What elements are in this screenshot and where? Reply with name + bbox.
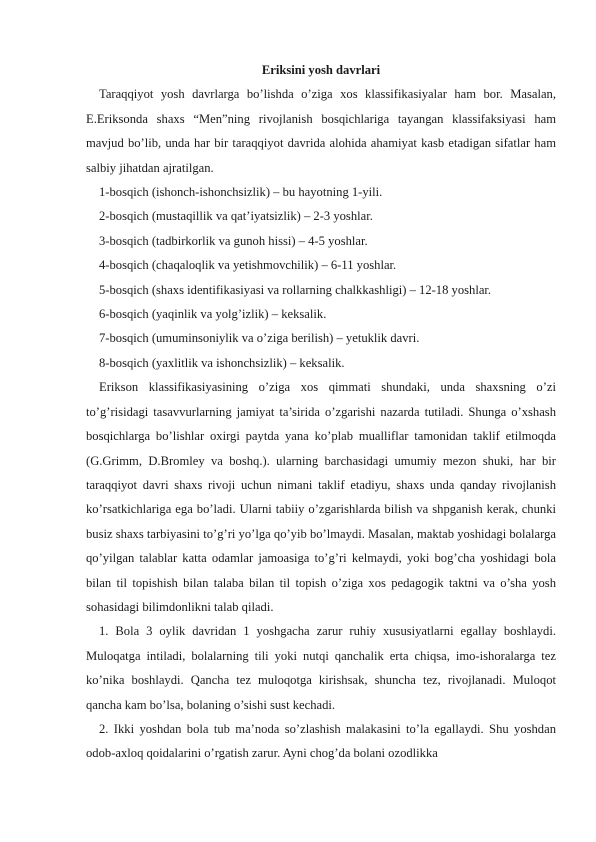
stage-item-2: 2-bosqich (mustaqillik va qat’iyatsizlik) – 2-3 yoshlar. (99, 209, 373, 224)
stage-item-3: 3-bosqich (tadbirkorlik va gunoh hissi) – 4-5 yoshlar. (99, 233, 368, 248)
stage-item-8: 8-bosqich (yaxlitlik va ishonchsizlik) – keksalik. (99, 355, 345, 370)
erikson-paragraph: Erikson klassifikasiyasining o’ziga xos qimmati shundaki, unda shaxsning o’zi to’g’risidagi tasavvurlarning jamiyat ta’sirida o’zgarishi nazarda tutiladi. Shunga o’xshash bosqichlarga bo’lishlar oxirgi paytda yana ko’plab mualliflar tamonidan taklif etilmoqda (G.Grimm, D.Bromley va boshq.). ularning barchasidagi umumiy mezon shuki, har bir taraqqiyot davri shaxs rivoji uchun nimani taklif etadiyu, shaxs unda qanday rivojlanish ko’rsatkichlariga ega bo’ladi. Ularni tabiiy o’zgarishlarda bilish va shpganish kerak, chunki busiz shaxs tarbiyasini to’g’ri yo’lga qo’yib bo’lmaydi. Masalan, maktab yoshidagi bolalarga qo’yilgan talablar katta odamlar jamoasiga to’g’ri kelmaydi, yoki bog’cha yoshidagi bola bilan til topishish bilan talaba bilan til topish o’ziga xos pedagogik taktni va o’sha yosh sohasidagi bilimdonlikni talab qiladi. (86, 380, 556, 614)
intro-paragraph: Taraqqiyot yosh davrlarga bo’lishda o’ziga xos klassifikasiyalar ham bor. Masalan, E.Eriksonda shaxs “Men”ning rivojlanish bosqichlariga tayangan klassifaksiyasi ham mavjud bo’lib, unda har bir taraqqiyot davrida alohida ahamiyat kasb etadigan sifatlar ham salbiy jihatdan ajratilgan. (86, 87, 556, 175)
stage-list (86, 180, 556, 375)
numbered-point-1: 1. Bola 3 oylik davridan 1 yoshgacha zarur ruhiy xususiyatlarni egallay boshlaydi. Muloqatga intiladi, bolalarning tili yoki nutqi qanchalik erta chiqsa, imo-ishoralarga tez ko’nika boshlaydi. Qancha tez muloqotga kirishsak, shuncha tez, rivojlanadi. Muloqot qancha kam bo’lsa, bolaning o’sishi sust kechadi. (86, 624, 556, 712)
stage-item-1: 1-bosqich (ishonch-ishonchsizlik) – bu hayotning 1-yili. (99, 185, 383, 200)
document-page (86, 58, 556, 766)
numbered-point-2: 2. Ikki yoshdan bola tub ma’noda so’zlashish malakasini to’la egallaydi. Shu yoshdan odob-axloq qoidalarini o’rgatish zarur. Ayni chog’da bolani ozodlikka (86, 721, 556, 761)
document-title: Eriksini yosh davrlari (261, 63, 381, 77)
stage-item-7: 7-bosqich (umuminsoniylik va o’ziga berilish) – yetuklik davri. (99, 331, 420, 346)
stage-item-6: 6-bosqich (yaqinlik va yolg’izlik) – keksalik. (99, 307, 327, 322)
stage-item-5: 5-bosqich (shaxs identifikasiyasi va rollarning chalkkashligi) – 12-18 yoshlar. (99, 282, 492, 297)
stage-item-4: 4-bosqich (chaqaloqlik va yetishmovchilik) – 6-11 yoshlar. (99, 258, 397, 273)
